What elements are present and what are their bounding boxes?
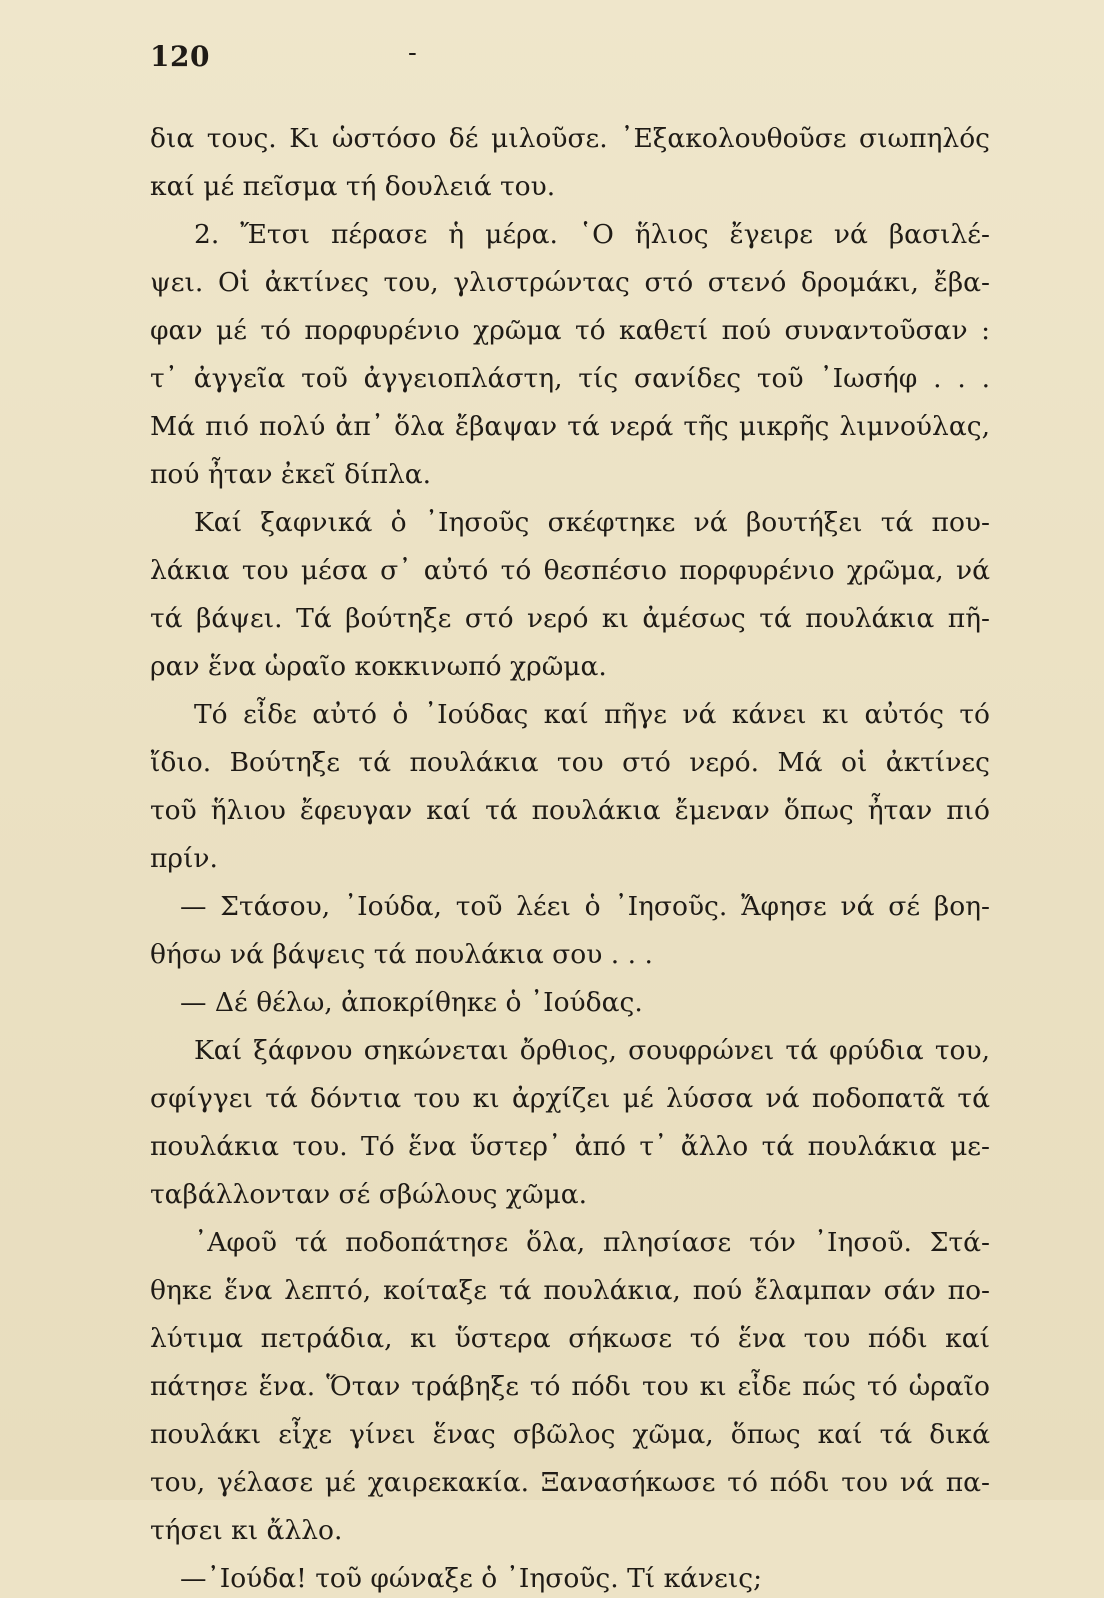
text-line: — Στάσου, ᾿Ιούδα, τοῦ λέει ὁ ᾿Ιησοῦς. Ἄφησε νά σέ βοη- (180, 891, 990, 922)
text-line: τήσει κι ἄλλο. (150, 1515, 343, 1546)
text-line: θηκε ἕνα λεπτό, κοίταξε τά πουλάκια, πού ἔλαμπαν σάν πο- (150, 1275, 990, 1306)
text-line: λύτιμα πετράδια, κι ὕστερα σήκωσε τό ἕνα του πόδι καί (150, 1323, 990, 1354)
header-mark: - (408, 38, 417, 68)
text-line: ψει. Οἱ ἀκτίνες του, γλιστρώντας στό στενό δρομάκι, ἔβα- (150, 267, 990, 298)
text-line: πουλάκια του. Τό ἕνα ὕστερ᾿ ἀπό τ᾿ ἄλλο τά πουλάκια με- (150, 1131, 990, 1162)
text-line: τοῦ ἥλιου ἔφευγαν καί τά πουλάκια ἔμεναν ὅπως ἦταν πιό (150, 795, 990, 826)
text-line: πού ἦταν ἐκεῖ δίπλα. (150, 459, 432, 490)
text-line: Τό εἶδε αὐτό ὁ ᾿Ιούδας καί πῆγε νά κάνει κι αὐτός τό (194, 699, 990, 730)
text-line: του, γέλασε μέ χαιρεκακία. Ξανασήκωσε τό πόδι του νά πα- (150, 1467, 990, 1498)
text-line: σφίγγει τά δόντια του κι ἀρχίζει μέ λύσσα νά ποδοπατᾶ τά (150, 1083, 990, 1114)
text-line: Καί ξάφνου σηκώνεται ὄρθιος, σουφρώνει τά φρύδια του, (194, 1035, 990, 1066)
text-line: —᾿Ιούδα! τοῦ φώναξε ὁ ᾿Ιησοῦς. Τί κάνεις; (180, 1563, 763, 1594)
text-line: τά βάψει. Τά βούτηξε στό νερό κι ἀμέσως τά πουλάκια πῆ- (150, 603, 990, 634)
text-line: καί μέ πεῖσμα τή δουλειά του. (150, 171, 556, 202)
page-number: 120 (150, 40, 210, 73)
text-line: ραν ἕνα ὡραῖο κοκκινωπό χρῶμα. (150, 651, 607, 682)
text-line: φαν μέ τό πορφυρένιο χρῶμα τό καθετί πού συναντοῦσαν : (150, 315, 990, 346)
text-line: δια τους. Κι ὡστόσο δέ μιλοῦσε. ᾿Εξακολουθοῦσε σιωπηλός (150, 123, 990, 154)
text-line: 2. Ἔτσι πέρασε ἡ μέρα. ῾Ο ἥλιος ἔγειρε νά βασιλέ- (194, 219, 990, 250)
text-line: Καί ξαφνικά ὁ ᾿Ιησοῦς σκέφτηκε νά βουτήξει τά που- (194, 507, 990, 538)
text-line: πάτησε ἕνα. Ὅταν τράβηξε τό πόδι του κι εἶδε πώς τό ὡραῖο (150, 1371, 990, 1402)
text-line: θήσω νά βάψεις τά πουλάκια σου . . . (150, 939, 653, 970)
text-line: Μά πιό πολύ ἀπ᾿ ὅλα ἔβαψαν τά νερά τῆς μικρῆς λιμνούλας, (150, 411, 990, 442)
text-line: — Δέ θέλω, ἀποκρίθηκε ὁ ᾿Ιούδας. (180, 987, 643, 1018)
text-line: λάκια του μέσα σ᾿ αὐτό τό θεσπέσιο πορφυρένιο χρῶμα, νά (150, 555, 990, 586)
text-line: ταβάλλονταν σέ σβώλους χῶμα. (150, 1179, 588, 1210)
text-line: πουλάκι εἶχε γίνει ἕνας σβῶλος χῶμα, ὅπως καί τά δικά (150, 1419, 990, 1450)
text-line: πρίν. (150, 843, 218, 874)
text-line: ἴδιο. Βούτηξε τά πουλάκια του στό νερό. Μά οἱ ἀκτίνες (150, 747, 990, 778)
text-line: τ᾿ ἀγγεῖα τοῦ ἀγγειοπλάστη, τίς σανίδες τοῦ ᾿Ιωσήφ . . . (150, 363, 990, 394)
text-line: ᾿Αφοῦ τά ποδοπάτησε ὅλα, πλησίασε τόν ᾿Ιησοῦ. Στά- (194, 1227, 990, 1258)
